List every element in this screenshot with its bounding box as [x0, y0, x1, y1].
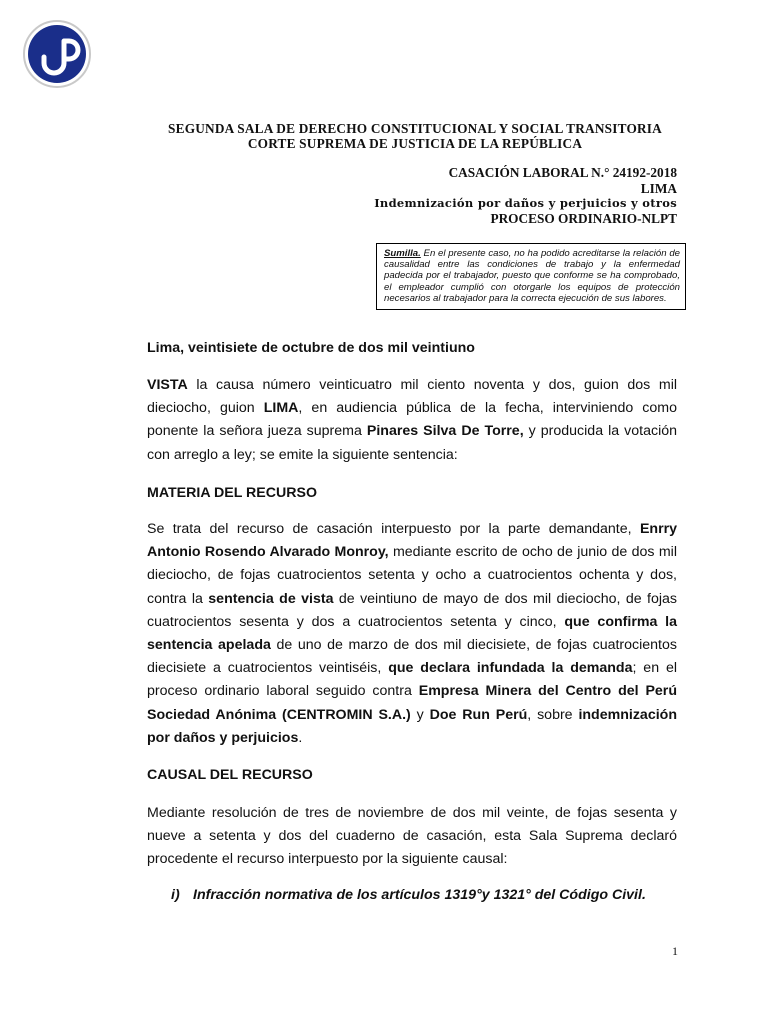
causal-item-number: i): [171, 887, 180, 903]
sumilla-box: [376, 243, 686, 310]
case-process: PROCESO ORDINARIO-NLPT: [490, 211, 677, 226]
page-number: 1: [672, 944, 678, 958]
case-subject: Indemnización por daños y perjuicios y otros: [374, 196, 677, 210]
court-name: CORTE SUPREMA DE JUSTICIA DE LA REPÚBLICA: [247, 136, 583, 151]
causal-heading: CAUSAL DEL RECURSO: [147, 767, 313, 783]
materia-heading: MATERIA DEL RECURSO: [147, 485, 317, 501]
case-number: CASACIÓN LABORAL N.° 24192-2018: [448, 165, 677, 180]
causal-item: [171, 887, 646, 903]
causal-paragraph: Mediante resolución de tres de noviembre de dos mil veinte, de fojas sesenta y nueve a setenta y dos del cuaderno de casación, esta Sala Suprema declaró procedente el recurso interpuesto por la siguiente causal:: [147, 805, 677, 868]
materia-paragraph: Se trata del recurso de casación interpuesto por la parte demandante, Enrry Antonio Rosendo Alvarado Monroy, mediante escrito de ocho de junio de dos mil dieciocho, de fojas cuatrocientos setenta y ocho a cuatrocientos ochenta y dos, contra la sentencia de vista de veintiuno de mayo de dos mil dieciocho, de fojas cuatrocientos sesenta y dos a cuatrocientos setenta y cinco, que confirma la sentencia apelada de uno de marzo de dos mil diecisiete, de fojas cuatrocientos diecisiete a cuatrocientos veintiséis, que declara infundada la demanda; en el proceso ordinario laboral seguido contra Empresa Minera del Centro del Perú Sociedad Anónima (CENTROMIN S.A.) y Doe Run Perú, sobre indemnización por daños y perjuicios.: [147, 521, 678, 746]
vista-paragraph: VISTA la causa número veinticuatro mil ciento noventa y dos, guion dos mil dieciocho, guion LIMA, en audiencia pública de la fecha, interviniendo como ponente la señora jueza suprema Pinares Silva De Torre, y producida la votación con arreglo a ley; se emite la siguiente sentencia:: [147, 377, 677, 463]
sumilla-text: En el presente caso, no ha podido acreditarse la relación de causalidad entre las condiciones de trabajo y la enfermedad padecida por el trabajador, puesto que conforme se ha comprobado, el empleador cumplió con otorgarle los equipos de protección necesarios al trabajador para la correcta ejecución de sus labores.: [384, 248, 680, 304]
causal-item-text: Infracción normativa de los artículos 1319°y 1321° del Código Civil.: [193, 887, 646, 903]
sentence-date: Lima, veintisiete de octubre de dos mil veintiuno: [147, 340, 475, 356]
sumilla-lead: Sumilla.: [384, 248, 421, 259]
case-city: LIMA: [640, 181, 677, 196]
jp-logo-icon: [22, 19, 92, 89]
court-chamber: SEGUNDA SALA DE DERECHO CONSTITUCIONAL Y SOCIAL TRANSITORIA: [168, 121, 662, 136]
